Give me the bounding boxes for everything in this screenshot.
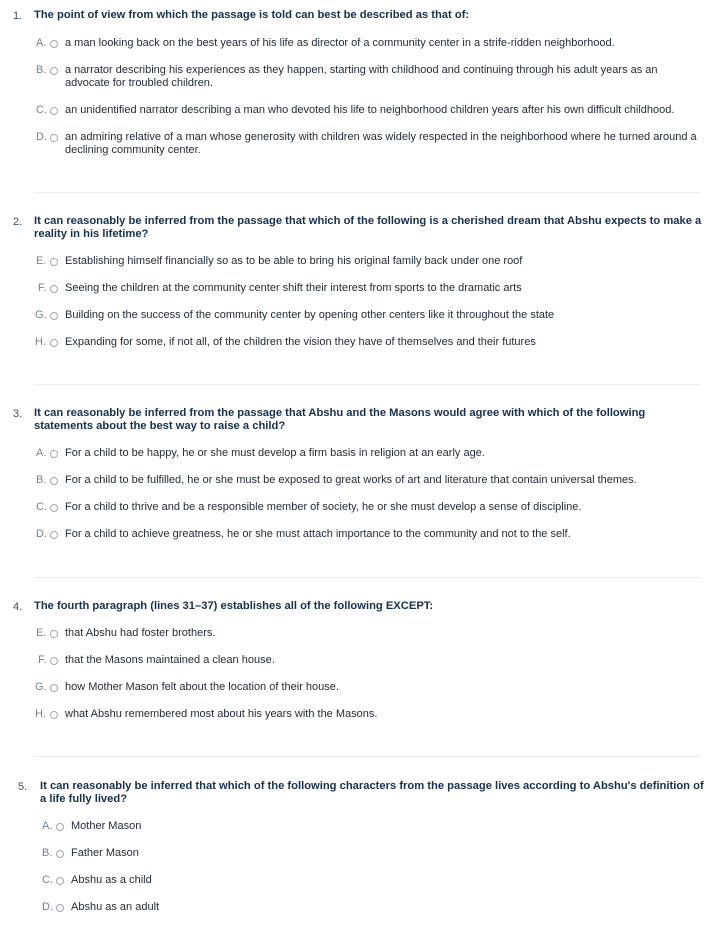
option-text: For a child to thrive and be a responsible member of society, he or she must develop a sense of discipline. bbox=[65, 501, 582, 513]
option-text: For a child to be fulfilled, he or she must be exposed to great works of art and literature that contain universal themes. bbox=[65, 474, 637, 486]
option-letter: E. bbox=[36, 255, 47, 267]
option-letter: B. bbox=[42, 847, 53, 859]
option-letter: D. bbox=[36, 528, 47, 540]
option-letter: C. bbox=[36, 104, 47, 116]
radio-button[interactable] bbox=[50, 285, 58, 293]
radio-button[interactable] bbox=[50, 477, 58, 485]
option-text: Abshu as a child bbox=[71, 874, 152, 886]
radio-button[interactable] bbox=[50, 258, 58, 266]
question-text: The fourth paragraph (lines 31–37) establishes all of the following EXCEPT: bbox=[34, 600, 434, 612]
radio-button[interactable] bbox=[50, 657, 58, 665]
radio-button[interactable] bbox=[50, 339, 58, 347]
radio-button[interactable] bbox=[50, 531, 58, 539]
option-letter: F. bbox=[38, 654, 47, 666]
option-letter: F. bbox=[38, 282, 47, 294]
question-number: 5. bbox=[18, 781, 28, 793]
option-letter: G. bbox=[35, 681, 47, 693]
radio-button[interactable] bbox=[56, 904, 64, 912]
option-letter: D. bbox=[42, 901, 53, 913]
option-text: that the Masons maintained a clean house. bbox=[65, 654, 275, 666]
question-number: 4. bbox=[13, 601, 23, 613]
option-text: Abshu as an adult bbox=[71, 901, 160, 913]
option-text: how Mother Mason felt about the location of their house. bbox=[65, 681, 339, 693]
radio-button[interactable] bbox=[50, 450, 58, 458]
radio-button[interactable] bbox=[50, 134, 58, 142]
option-text: For a child to be happy, he or she must develop a firm basis in religion at an early age. bbox=[65, 447, 485, 459]
option-letter: C. bbox=[42, 874, 53, 886]
radio-button[interactable] bbox=[50, 40, 58, 48]
radio-button[interactable] bbox=[50, 711, 58, 719]
option-text: Expanding for some, if not all, of the children the vision they have of themselves and their futures bbox=[65, 336, 536, 348]
option-text: an unidentified narrator describing a man who devoted his life to neighborhood children years after his own difficult childhood. bbox=[65, 104, 675, 116]
question-number: 2. bbox=[13, 216, 23, 228]
option-letter: B. bbox=[36, 474, 47, 486]
question-number: 1. bbox=[13, 10, 23, 22]
option-text: Father Mason bbox=[71, 847, 139, 859]
question-number: 3. bbox=[13, 408, 23, 420]
question-divider bbox=[34, 577, 700, 578]
option-letter: H. bbox=[35, 336, 46, 348]
option-text: a narrator describing his experiences as they happen, starting with childhood and continuing through his adult years as an advocate for troubled children. bbox=[65, 64, 658, 89]
radio-button[interactable] bbox=[50, 107, 58, 115]
question-divider bbox=[34, 192, 700, 193]
option-letter: C. bbox=[36, 501, 47, 513]
option-text: an admiring relative of a man whose generosity with children was widely respected in the neighborhood where he turned around a declining community center. bbox=[65, 131, 697, 156]
question-divider bbox=[34, 756, 700, 757]
option-text: a man looking back on the best years of his life as director of a community center in a strife-ridden neighborhood. bbox=[65, 37, 615, 49]
option-letter: H. bbox=[35, 708, 46, 720]
question-text: The point of view from which the passage is told can best be described as that of: bbox=[34, 9, 470, 21]
option-text: Seeing the children at the community center shift their interest from sports to the dramatic arts bbox=[65, 282, 522, 294]
radio-button[interactable] bbox=[50, 67, 58, 75]
option-letter: G. bbox=[35, 309, 47, 321]
option-text: For a child to achieve greatness, he or she must attach importance to the community and not to the self. bbox=[65, 528, 571, 540]
radio-button[interactable] bbox=[50, 504, 58, 512]
question-divider bbox=[34, 384, 700, 385]
radio-button[interactable] bbox=[50, 312, 58, 320]
option-text: what Abshu remembered most about his years with the Masons. bbox=[65, 708, 378, 720]
option-text: Building on the success of the community center by opening other centers like it throughout the state bbox=[65, 309, 555, 321]
radio-button[interactable] bbox=[56, 877, 64, 885]
radio-button[interactable] bbox=[56, 823, 64, 831]
option-letter: E. bbox=[36, 627, 47, 639]
question-text: It can reasonably be inferred from the passage that which of the following is a cherished dream that Abshu expects to make a reality in his lifetime? bbox=[34, 215, 702, 240]
option-letter: A. bbox=[42, 820, 53, 832]
option-letter: A. bbox=[36, 447, 47, 459]
option-letter: B. bbox=[36, 64, 47, 76]
radio-button[interactable] bbox=[56, 850, 64, 858]
option-letter: D. bbox=[36, 131, 47, 143]
option-text: that Abshu had foster brothers. bbox=[65, 627, 216, 639]
option-text: Mother Mason bbox=[71, 820, 142, 832]
option-letter: A. bbox=[36, 37, 47, 49]
radio-button[interactable] bbox=[50, 630, 58, 638]
option-text: Establishing himself financially so as to be able to bring his original family back under one roof bbox=[65, 255, 523, 267]
question-text: It can reasonably be inferred from the passage that Abshu and the Masons would agree with which of the following statements about the best way to raise a child? bbox=[34, 407, 646, 432]
radio-button[interactable] bbox=[50, 684, 58, 692]
question-text: It can reasonably be inferred that which of the following characters from the passage lives according to Abshu's definition of a life fully lived? bbox=[40, 780, 704, 805]
